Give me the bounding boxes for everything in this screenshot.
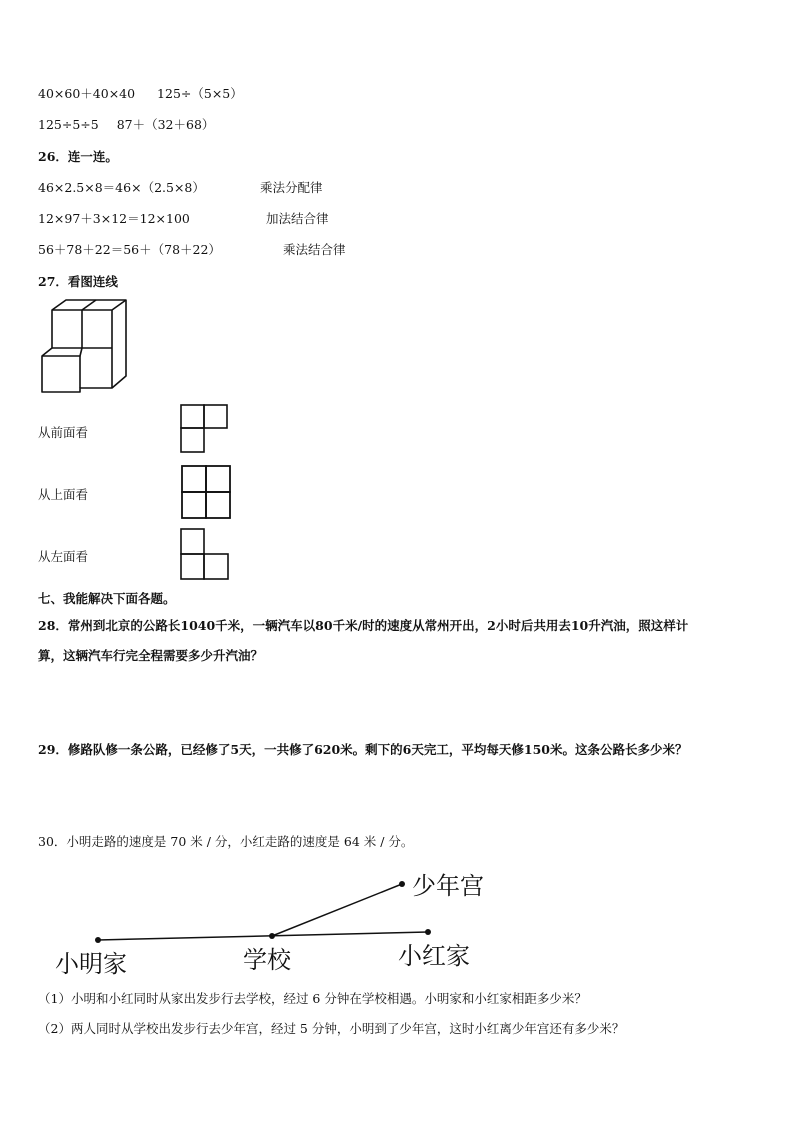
question-28-line-2: 算，这辆汽车行完全程需要多少升汽油？ (38, 648, 264, 663)
question-28-line-1: 28．常州到北京的公路长1040千米，一辆汽车以80千米/时的速度从常州开出，2小时后共用去10升汽油，照这样计 (38, 618, 689, 633)
view-label-top: 从上面看 (38, 487, 89, 502)
calc-expr: 125÷（5×5） (157, 86, 243, 101)
calc-expr: 40×60＋40×40 (38, 86, 136, 101)
view-shape-a (180, 404, 228, 454)
q26-law: 加法结合律 (266, 211, 329, 226)
q26-expression: 12×97＋3×12＝12×100 (38, 211, 190, 226)
calc-row-2 (38, 115, 214, 133)
q26-expression: 56＋78＋22＝56＋（78＋22） (38, 242, 221, 257)
question-30-part-2: （2）两人同时从学校出发步行去少年宫，经过 5 分钟，小明到了少年宫，这时小红离少年宫还有多少米？ (38, 1021, 625, 1036)
q26-law: 乘法分配律 (260, 180, 323, 195)
view-shape-c (180, 528, 230, 580)
label-xiaohong-home: 小红家 (398, 942, 470, 970)
cube-stack-figure (40, 300, 132, 396)
section-7-title: 七、我能解决下面各题。 (38, 591, 176, 606)
question-30-part-1: （1）小明和小红同时从家出发步行去学校，经过 6 分钟在学校相遇。小明家和小红家相距多少米？ (38, 991, 587, 1006)
question-29: 29．修路队修一条公路，已经修了5天，一共修了620米。剩下的6天完工，平均每天修150米。这条公路长多少米？ (38, 742, 688, 757)
q26-law: 乘法结合律 (283, 242, 346, 257)
calc-expr: 87＋（32＋68） (116, 117, 215, 132)
calc-row-1 (38, 84, 243, 102)
question-30: 30．小明走路的速度是 70 米 / 分，小红走路的速度是 64 米 / 分。 (38, 834, 414, 849)
view-shape-b (181, 465, 231, 519)
calc-expr: 125÷5÷5 (38, 117, 99, 132)
question-26-title: 26．连一连。 (38, 149, 118, 164)
label-school: 学校 (243, 946, 291, 974)
question-27-title: 27．看图连线 (38, 274, 118, 289)
q26-expression: 46×2.5×8＝46×（2.5×8） (38, 180, 205, 195)
label-xiaoming-home: 小明家 (55, 950, 127, 978)
view-label-left: 从左面看 (38, 549, 89, 564)
label-youth-palace: 少年宫 (412, 872, 484, 900)
view-label-front: 从前面看 (38, 425, 89, 440)
